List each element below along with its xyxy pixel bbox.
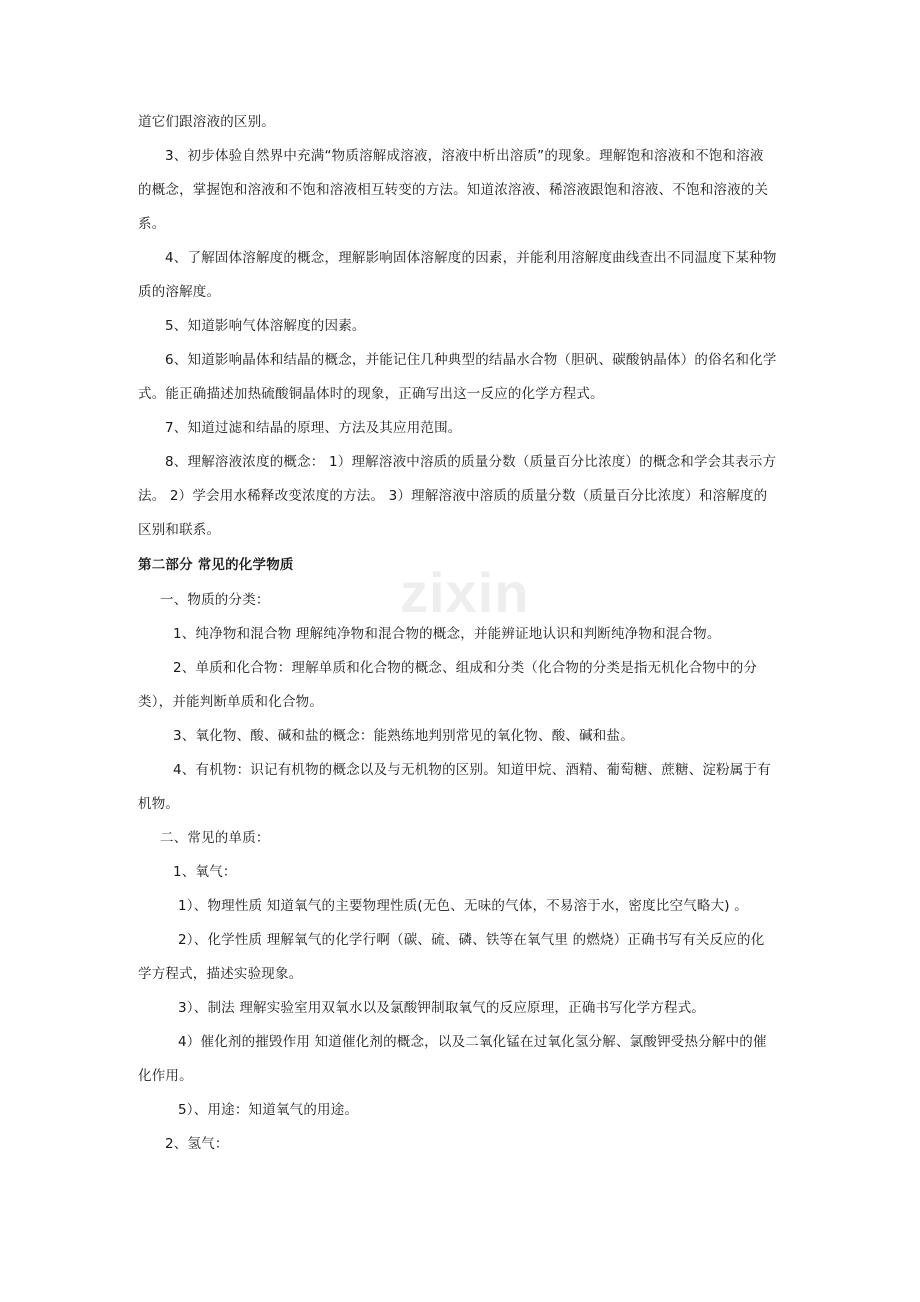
text-line: 4、有机物：识记有机物的概念以及与无机物的区别。知道甲烷、酒精、葡萄糖、蔗糖、淀粉属于有 (173, 762, 771, 778)
watermark: zixin (400, 561, 530, 624)
text-line: 3、初步体验自然界中充满“物质溶解成溶液，溶液中析出溶质”的现象。理解饱和溶液和不饱和溶液 (165, 148, 764, 164)
text-line: 道它们跟溶液的区别。 (138, 114, 275, 130)
text-line: 5）、用途：知道氧气的用途。 (178, 1102, 359, 1118)
text-line: 二、常见的单质： (160, 830, 270, 846)
text-line: 2）、化学性质 理解氧气的化学行啊（碳、硫、磷、铁等在氧气里 的燃烧）正确书写有关反应的化 (178, 932, 765, 948)
text-line: 质的溶解度。 (138, 284, 221, 300)
text-line: 学方程式，描述实验现象。 (138, 966, 303, 982)
text-line: 区别和联系。 (138, 522, 221, 538)
text-line: 机物。 (138, 796, 180, 812)
text-line: 一、物质的分类： (160, 592, 270, 608)
text-line: 4、了解固体溶解度的概念，理解影响固体溶解度的因素，并能利用溶解度曲线查出不同温度下某种物 (165, 250, 777, 266)
text-line: 3）、制法 理解实验室用双氧水以及氯酸钾制取氧气的反应原理，正确书写化学方程式。 (178, 1000, 706, 1016)
section-heading: 第二部分 常见的化学物质 (138, 557, 294, 573)
text-line: 式。能正确描述加热硫酸铜晶体时的现象，正确写出这一反应的化学方程式。 (138, 386, 604, 402)
text-line: 8、理解溶液浓度的概念： 1）理解溶液中溶质的质量分数（质量百分比浓度）的概念和学会其表示方 (165, 454, 777, 470)
text-line: 6、知道影响晶体和结晶的概念，并能记住几种典型的结晶水合物（胆矾、碳酸钠晶体）的俗名和化学 (165, 352, 777, 368)
text-line: 2、单质和化合物：理解单质和化合物的概念、组成和分类（化合物的分类是指无机化合物中的分 (173, 660, 758, 676)
text-line: 1、纯净物和混合物 理解纯净物和混合物的概念，并能辨证地认识和判断纯净物和混合物。 (173, 626, 721, 642)
text-line: 5、知道影响气体溶解度的因素。 (165, 318, 366, 334)
text-line: 3、氧化物、酸、碱和盐的概念：能熟练地判别常见的氧化物、酸、碱和盐。 (173, 728, 634, 744)
text-line: 1、氧气： (173, 864, 237, 880)
text-line: 1）、物理性质 知道氧气的主要物理性质(无色、无味的气体，不易溶于水，密度比空气略大) 。 (178, 898, 748, 914)
text-line: 的概念，掌握饱和溶液和不饱和溶液相互转变的方法。知道浓溶液、稀溶液跟饱和溶液、不饱和溶液的关 (138, 182, 769, 198)
text-line: 系。 (138, 216, 166, 232)
text-line: 7、知道过滤和结晶的原理、方法及其应用范围。 (165, 420, 462, 436)
text-line: 类），并能判断单质和化合物。 (138, 694, 324, 710)
text-line: 4）催化剂的摧毁作用 知道催化剂的概念，以及二氧化锰在过氧化氢分解、氯酸钾受热分解中的催 (178, 1034, 767, 1050)
text-line: 2、氢气： (165, 1136, 229, 1152)
text-line: 法。 2）学会用水稀释改变浓度的方法。 3）理解溶液中溶质的质量分数（质量百分比浓度）和溶解度的 (138, 488, 768, 504)
text-line: 化作用。 (138, 1068, 193, 1084)
